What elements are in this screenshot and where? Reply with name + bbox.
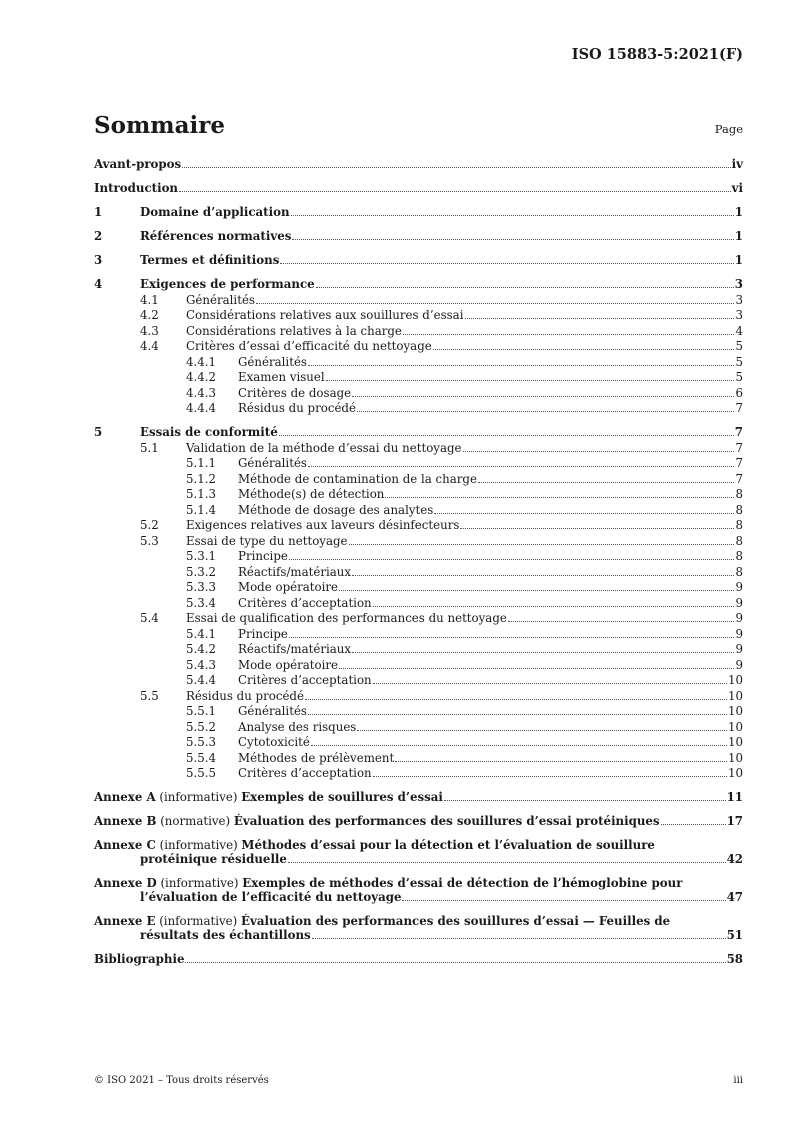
dot-leader	[352, 396, 734, 397]
toc-entry-number: 5.5.5	[186, 766, 217, 780]
toc-entry-page: 10	[727, 688, 743, 703]
toc-entry-number: 4.1	[140, 292, 159, 307]
toc-entry-subsubclause[interactable]	[94, 487, 743, 501]
toc-entry-label: Introduction	[94, 181, 179, 195]
toc-entry-subsubclause[interactable]	[94, 658, 743, 672]
toc-entry-clause[interactable]	[94, 277, 743, 291]
dot-leader	[289, 559, 735, 560]
toc-entry-page: 9	[735, 611, 743, 625]
annex-title: Méthodes d’essai pour la détection et l’évaluation de souillure	[241, 838, 655, 852]
dot-leader	[463, 451, 735, 452]
toc-entry-page: 8	[735, 549, 743, 563]
dot-leader	[326, 380, 735, 381]
dot-leader	[291, 215, 734, 216]
annex-first-line	[94, 876, 743, 890]
toc-entry-label: Références normatives	[140, 229, 292, 243]
dot-leader	[508, 621, 735, 622]
toc-entry-subsubclause[interactable]	[94, 472, 743, 486]
dot-leader	[395, 761, 727, 762]
toc-entry-number: 5.1.4	[186, 502, 217, 517]
toc-entry-page: 1	[734, 229, 743, 243]
dot-leader	[312, 938, 726, 939]
toc-entry-subclause[interactable]	[94, 293, 743, 307]
toc-entry-label: Réactifs/matériaux	[238, 642, 352, 656]
toc-entry-page: iv	[731, 157, 743, 171]
toc-entry-label: Domaine d’application	[140, 205, 290, 219]
toc-entry-number: 5.1.2	[186, 471, 217, 486]
toc-entry-number: 4.4.3	[186, 385, 217, 400]
dot-leader	[352, 652, 734, 653]
copyright-notice: © ISO 2021 – Tous droits réservés	[94, 1075, 269, 1086]
toc-entry-front[interactable]	[94, 181, 743, 195]
toc-entry-page: 9	[735, 626, 743, 641]
toc-entry-subsubclause[interactable]	[94, 503, 743, 517]
toc-entry-number: 5.5	[140, 688, 159, 703]
annex-title-continuation: l’évaluation de l’efficacité du nettoyage	[140, 890, 402, 904]
dot-leader	[305, 699, 727, 700]
toc-entry-subsubclause[interactable]	[94, 673, 743, 687]
toc-entry-subclause[interactable]	[94, 534, 743, 548]
page-footer	[94, 1075, 743, 1086]
dot-leader	[373, 776, 727, 777]
toc-entry-number: 4.2	[140, 308, 159, 322]
annex-title: Évaluation des performances des souillures d’essai protéiniques	[233, 814, 660, 828]
annex-label: Annexe A	[94, 790, 156, 804]
toc-entry-number: 4.4.1	[186, 354, 217, 369]
toc-title: Sommaire	[94, 112, 226, 139]
toc-entry-label: Examen visuel	[238, 370, 325, 384]
toc-entry-label: Principe	[238, 549, 288, 563]
annex-title-continuation: résultats des échantillons	[140, 928, 311, 942]
toc-entry-label: Résidus du procédé	[186, 688, 304, 703]
toc-entry-number: 5.3.2	[186, 564, 217, 579]
annex-continuation-line	[94, 890, 743, 904]
toc-entry-label: Considérations relatives aux souillures d’essai	[186, 308, 464, 322]
toc-entry-label: Réactifs/matériaux	[238, 564, 352, 579]
toc-entry-subsubclause[interactable]	[94, 456, 743, 470]
toc-entry-subclause[interactable]	[94, 518, 743, 532]
dot-leader	[403, 334, 735, 335]
toc-entry-number: 4	[94, 277, 103, 291]
dot-leader	[316, 287, 734, 288]
toc-entry-clause[interactable]	[94, 229, 743, 243]
toc-entry-number: 5.5.3	[186, 735, 217, 749]
toc-entry-page: 17	[726, 814, 743, 828]
dot-leader	[308, 466, 735, 467]
annex-label: Annexe C	[94, 838, 156, 852]
annex-title-continuation: protéinique résiduelle	[140, 852, 287, 866]
annex-continuation-line	[94, 852, 743, 866]
dot-leader	[349, 544, 735, 545]
toc-entry-number: 1	[94, 205, 103, 219]
toc-entry-subsubclause[interactable]	[94, 596, 743, 610]
toc-entry-label: Généralités	[238, 704, 307, 718]
toc-entry-page: 42	[726, 852, 743, 866]
toc-entry-annex[interactable]	[94, 790, 743, 804]
dot-leader	[357, 730, 727, 731]
toc-entry-label: Bibliographie	[94, 952, 185, 966]
toc-entry-page: 6	[735, 385, 743, 400]
toc-entry-subsubclause[interactable]	[94, 766, 743, 780]
toc-entry-number: 5.4.4	[186, 673, 217, 687]
toc-entry-number: 4.4.2	[186, 370, 217, 384]
toc-entry-number: 5.1.3	[186, 487, 217, 501]
dot-leader	[373, 683, 727, 684]
toc-entry-subclause[interactable]	[94, 308, 743, 322]
toc-entry-subsubclause[interactable]	[94, 565, 743, 579]
annex-kind: (informative)	[159, 914, 238, 928]
toc-entry-page: 4	[735, 323, 743, 338]
annex-title: Évaluation des performances des souillures d’essai — Feuilles de	[241, 914, 671, 928]
dot-leader	[279, 435, 734, 436]
toc-entry-annex[interactable]	[94, 876, 743, 904]
annex-kind: (normative)	[160, 814, 231, 828]
toc-entry-page: 1	[734, 205, 743, 219]
toc-entry-page: 10	[727, 735, 743, 749]
dot-leader	[433, 349, 735, 350]
toc-entry-page: 5	[735, 370, 743, 384]
toc-entry-clause[interactable]	[94, 253, 743, 267]
toc-entry-subclause[interactable]	[94, 441, 743, 455]
annex-kind: (informative)	[159, 838, 238, 852]
dot-leader	[182, 167, 730, 168]
toc-entry-label: Critères d’acceptation	[238, 766, 372, 780]
toc-entry-page: 5	[735, 354, 743, 369]
page-column-label: Page	[714, 122, 743, 136]
toc-entry-label: Méthode(s) de détection	[238, 487, 385, 501]
toc-entry-page: vi	[731, 181, 743, 195]
toc-entry-subsubclause[interactable]	[94, 549, 743, 563]
toc-entry-page: 10	[727, 766, 743, 780]
toc-entry-page: 7	[735, 440, 743, 455]
toc-entry-page: 1	[734, 253, 743, 267]
toc-entry-number: 3	[94, 253, 103, 267]
toc-entry-subsubclause[interactable]	[94, 735, 743, 749]
annex-first-line	[94, 914, 743, 928]
dot-leader	[292, 239, 733, 240]
toc-entry-page: 10	[727, 673, 743, 687]
dot-leader	[339, 590, 734, 591]
dot-leader	[185, 962, 725, 963]
toc-entry-page: 8	[735, 487, 743, 501]
annex-first-line	[94, 838, 743, 852]
dot-leader	[373, 606, 735, 607]
page-number: iii	[733, 1075, 743, 1086]
toc-entry-number: 5.3.1	[186, 549, 217, 563]
annex-kind: (informative)	[159, 790, 238, 804]
toc-entry-label: Généralités	[238, 354, 307, 369]
toc-entry-page: 3	[735, 308, 743, 322]
toc-entry-subsubclause[interactable]	[94, 580, 743, 594]
toc-entry-subsubclause[interactable]	[94, 751, 743, 765]
toc-entry-label: Exigences de performance	[140, 277, 315, 291]
toc-entry-subclause[interactable]	[94, 689, 743, 703]
toc-entry-number: 5.5.1	[186, 704, 217, 718]
toc-entry-annex[interactable]	[94, 914, 743, 942]
annex-title: Exemples de méthodes d’essai de détection de l’hémoglobine pour	[242, 876, 683, 890]
toc-entry-page: 8	[735, 533, 743, 548]
dot-leader	[661, 824, 726, 825]
dot-leader	[179, 191, 731, 192]
toc-entry-clause[interactable]	[94, 425, 743, 439]
toc-entry-label: Critères d’acceptation	[238, 595, 372, 610]
toc-entry-subsubclause[interactable]	[94, 720, 743, 734]
annex-text	[94, 790, 443, 804]
dot-leader	[465, 318, 735, 319]
toc-entry-number: 5.3.3	[186, 580, 217, 594]
toc-entry-page: 8	[735, 502, 743, 517]
toc-entry-label: Mode opératoire	[238, 580, 339, 594]
toc-header	[94, 112, 743, 139]
toc-entry-page: 58	[726, 952, 743, 966]
toc-entry-number: 4.4.4	[186, 401, 217, 415]
toc-entry-subsubclause[interactable]	[94, 642, 743, 656]
toc-entry-label: Résidus du procédé	[238, 401, 356, 415]
toc-entry-label: Considérations relatives à la charge	[186, 323, 402, 338]
dot-leader	[256, 303, 735, 304]
toc-entry-page: 47	[726, 890, 743, 904]
toc-entry-page: 11	[726, 790, 743, 804]
toc-entry-subclause[interactable]	[94, 339, 743, 353]
toc-entry-subsubclause[interactable]	[94, 370, 743, 384]
toc-entry-label: Essai de type du nettoyage	[186, 533, 348, 548]
toc-entry-label: Validation de la méthode d’essai du nettoyage	[186, 440, 462, 455]
toc-entry-label: Méthode de contamination de la charge	[238, 471, 477, 486]
toc-entry-label: Termes et définitions	[140, 253, 280, 267]
dot-leader	[280, 263, 733, 264]
annex-continuation-line	[94, 928, 743, 942]
toc-entry-number: 5	[94, 425, 103, 439]
dot-leader	[308, 714, 727, 715]
toc-entry-label: Critères d’essai d’efficacité du nettoyage	[186, 339, 432, 353]
dot-leader	[444, 800, 726, 801]
annex-text	[94, 814, 660, 828]
toc-entry-subsubclause[interactable]	[94, 355, 743, 369]
toc-entry-number: 5.4.1	[186, 626, 217, 641]
toc-entry-subsubclause[interactable]	[94, 627, 743, 641]
toc-entry-number: 5.4	[140, 611, 159, 625]
annex-label: Annexe E	[94, 914, 156, 928]
toc-entry-label: Généralités	[186, 292, 255, 307]
toc-entry-number: 5.4.2	[186, 642, 217, 656]
toc-entry-back[interactable]	[94, 952, 743, 966]
toc-entry-annex[interactable]	[94, 838, 743, 866]
dot-leader	[352, 575, 734, 576]
toc-entry-label: Méthodes de prélèvement	[238, 750, 395, 765]
toc-entry-subclause[interactable]	[94, 611, 743, 625]
toc-entry-label: Avant-propos	[94, 157, 182, 171]
toc-entry-number: 5.1	[140, 440, 159, 455]
toc-entry-number: 5.5.4	[186, 750, 217, 765]
toc-entry-page: 3	[735, 292, 743, 307]
toc-entry-number: 2	[94, 229, 103, 243]
toc-entry-subclause[interactable]	[94, 324, 743, 338]
toc-entry-annex[interactable]	[94, 814, 743, 828]
toc-entry-label: Méthode de dosage des analytes	[238, 502, 434, 517]
toc-entry-label: Essai de qualification des performances du nettoyage	[186, 611, 507, 625]
toc-entry-page: 7	[735, 471, 743, 486]
toc-entry-clause[interactable]	[94, 205, 743, 219]
toc-entry-page: 3	[734, 277, 743, 291]
annex-label: Annexe D	[94, 876, 157, 890]
dot-leader	[460, 528, 734, 529]
toc-entry-page: 8	[735, 518, 743, 532]
annex-label: Annexe B	[94, 814, 157, 828]
toc-entry-label: Principe	[238, 626, 288, 641]
toc-entry-number: 5.2	[140, 518, 159, 532]
dot-leader	[434, 513, 734, 514]
toc-entry-page: 9	[735, 580, 743, 594]
annex-kind: (informative)	[160, 876, 239, 890]
dot-leader	[289, 637, 735, 638]
toc-entry-front[interactable]	[94, 157, 743, 171]
toc-entry-page: 9	[735, 657, 743, 672]
toc-entry-page: 10	[727, 704, 743, 718]
table-of-contents	[94, 157, 743, 966]
toc-entry-number: 4.3	[140, 323, 159, 338]
toc-entry-label: Critères d’acceptation	[238, 673, 372, 687]
toc-entry-label: Généralités	[238, 456, 307, 470]
toc-entry-label: Exigences relatives aux laveurs désinfecteurs	[186, 518, 460, 532]
document-identifier: ISO 15883-5:2021(F)	[571, 46, 743, 63]
dot-leader	[288, 862, 726, 863]
toc-entry-page: 10	[727, 750, 743, 765]
toc-entry-number: 5.4.3	[186, 657, 217, 672]
toc-entry-label: Analyse des risques	[238, 719, 357, 734]
toc-entry-subsubclause[interactable]	[94, 401, 743, 415]
toc-entry-page: 7	[734, 425, 743, 439]
toc-entry-label: Critères de dosage	[238, 385, 352, 400]
toc-entry-page: 9	[735, 595, 743, 610]
dot-leader	[478, 482, 735, 483]
toc-entry-number: 5.1.1	[186, 456, 217, 470]
toc-entry-number: 5.3.4	[186, 595, 217, 610]
toc-entry-label: Mode opératoire	[238, 657, 339, 672]
annex-title: Exemples de souillures d’essai	[241, 790, 443, 804]
toc-entry-number: 5.3	[140, 533, 159, 548]
toc-entry-page: 10	[727, 719, 743, 734]
toc-entry-subsubclause[interactable]	[94, 704, 743, 718]
dot-leader	[311, 745, 727, 746]
toc-entry-number: 5.5.2	[186, 719, 217, 734]
toc-entry-page: 5	[735, 339, 743, 353]
toc-entry-page: 51	[726, 928, 743, 942]
dot-leader	[385, 497, 734, 498]
toc-entry-page: 8	[735, 564, 743, 579]
toc-entry-label: Cytotoxicité	[238, 735, 310, 749]
dot-leader	[339, 668, 734, 669]
toc-entry-page: 9	[735, 642, 743, 656]
toc-entry-page: 7	[735, 456, 743, 470]
toc-entry-number: 4.4	[140, 339, 159, 353]
dot-leader	[308, 365, 735, 366]
toc-entry-label: Essais de conformité	[140, 425, 278, 439]
dot-leader	[402, 900, 725, 901]
dot-leader	[357, 411, 735, 412]
toc-entry-subsubclause[interactable]	[94, 386, 743, 400]
toc-entry-page: 7	[735, 401, 743, 415]
